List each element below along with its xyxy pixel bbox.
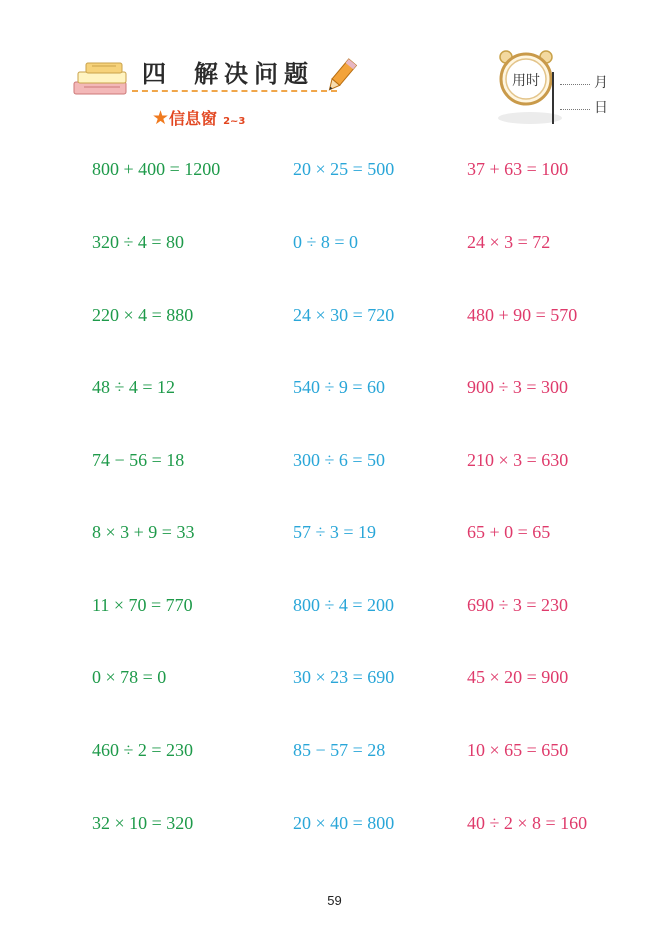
problem-item: 37 + 63 = 100 (467, 159, 569, 179)
problem-item: 85 − 57 = 28 (293, 740, 386, 760)
problem-item: 540 ÷ 9 = 60 (293, 377, 386, 397)
problem-item: 57 ÷ 3 = 19 (293, 522, 377, 542)
problem-item: 460 ÷ 2 = 230 (92, 740, 194, 760)
problem-item: 320 ÷ 4 = 80 (92, 232, 185, 252)
problem-item: 8 × 3 + 9 = 33 (92, 522, 195, 542)
star-icon: ★ (152, 107, 170, 129)
problem-item: 48 ÷ 4 = 12 (92, 377, 176, 397)
info-window-text: 信息窗 (169, 109, 218, 128)
problem-item: 45 × 20 = 900 (467, 667, 569, 687)
problem-item: 20 × 40 = 800 (293, 813, 395, 833)
problem-item: 480 + 90 = 570 (467, 305, 578, 325)
problem-item: 74 − 56 = 18 (92, 450, 185, 470)
problem-item: 220 × 4 = 880 (92, 305, 194, 325)
problem-item: 300 ÷ 6 = 50 (293, 450, 386, 470)
problem-item: 20 × 25 = 500 (293, 159, 395, 179)
unit-number: 四 (142, 60, 172, 88)
info-window-number: 2~3 (223, 116, 246, 127)
problem-item: 24 × 30 = 720 (293, 305, 395, 325)
month-label: 月 (594, 75, 608, 91)
problem-item: 65 + 0 = 65 (467, 522, 551, 542)
problem-item: 0 ÷ 8 = 0 (293, 232, 359, 252)
clock-label: 用时 (512, 73, 540, 89)
problem-item: 800 ÷ 4 = 200 (293, 595, 395, 615)
problem-item: 900 ÷ 3 = 300 (467, 377, 569, 397)
problem-item: 30 × 23 = 690 (293, 667, 395, 687)
problem-item: 10 × 65 = 650 (467, 740, 569, 760)
problem-item: 24 × 3 = 72 (467, 232, 551, 252)
problem-item: 32 × 10 = 320 (92, 813, 194, 833)
problem-item: 40 ÷ 2 × 8 = 160 (467, 813, 588, 833)
problem-item: 210 × 3 = 630 (467, 450, 569, 470)
problem-item: 800 + 400 = 1200 (92, 159, 221, 179)
unit-title-text: 解决问题 (194, 60, 314, 88)
day-label: 日 (594, 100, 608, 116)
problem-item: 11 × 70 = 770 (92, 595, 193, 615)
problem-item: 0 × 78 = 0 (92, 667, 167, 687)
page-number: 59 (327, 893, 342, 908)
problem-item: 690 ÷ 3 = 230 (467, 595, 569, 615)
